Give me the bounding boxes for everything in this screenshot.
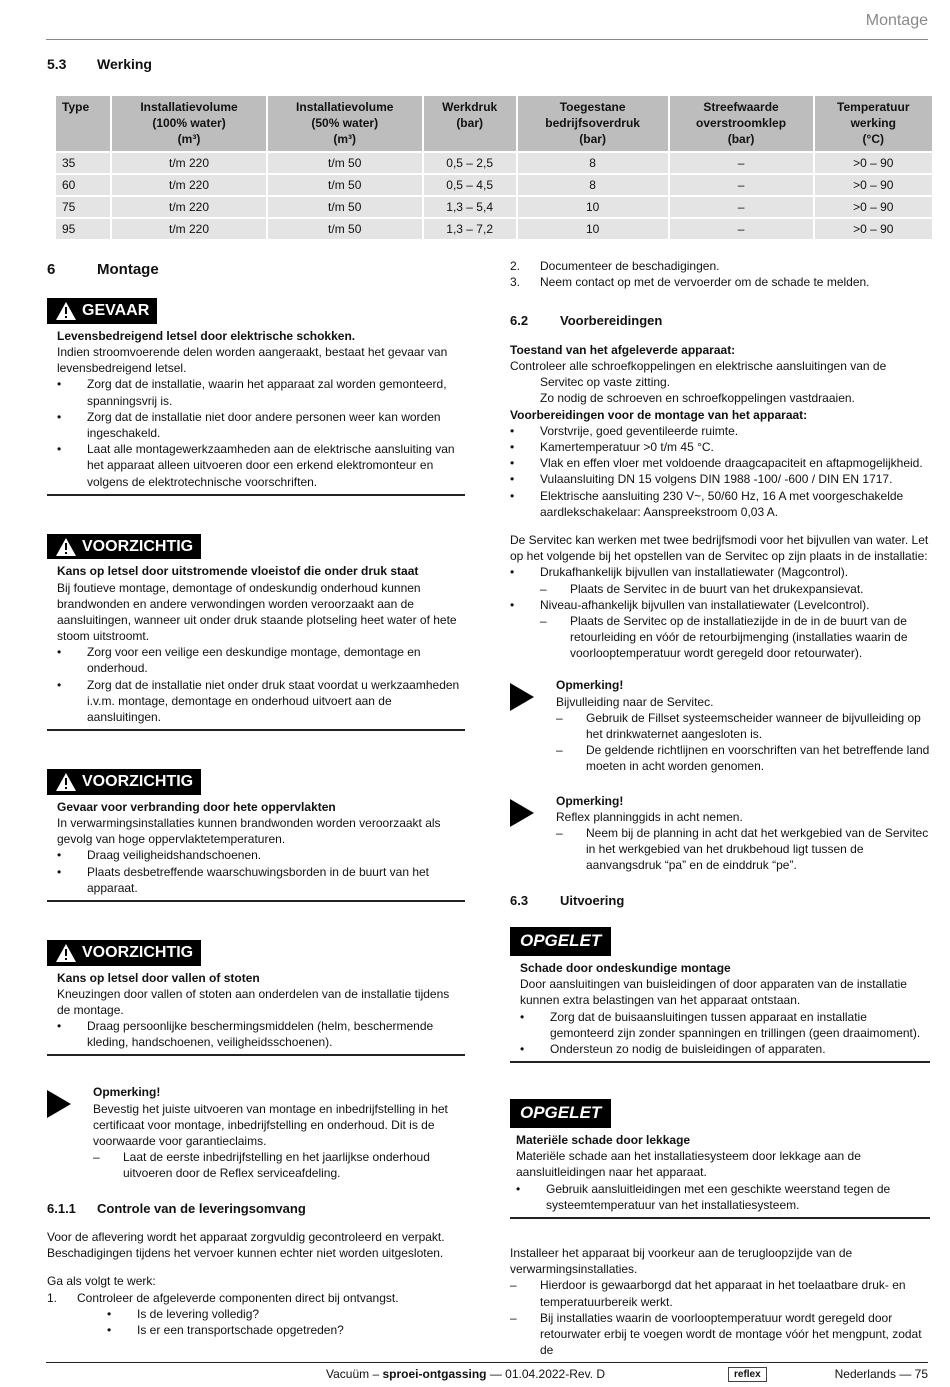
- play-arrow-icon: [510, 793, 556, 874]
- note-text: Bevestig het juiste uitvoeren van montage en inbedrijfstelling in het certificaat voor montage, inbedrijfstelling en onderhoud. Dit is de voorwaarde voor garantieclaims.: [93, 1101, 448, 1148]
- paragraph: Installeer het apparaat bij voorkeur aan de terugloopzijde van de verwarmingsinstallaties.: [510, 1246, 853, 1277]
- voorzichtig-badge: VOORZICHTIG: [47, 534, 201, 560]
- table-body: [56, 153, 932, 240]
- list-item: • Is de levering volledig?: [107, 1306, 465, 1322]
- table-cell: >0 – 90: [815, 153, 932, 173]
- table-cell: 10: [518, 197, 668, 217]
- table-cell: 8: [518, 175, 668, 195]
- table-header-cell: Installatievolume (50% water) (m³): [268, 96, 422, 151]
- footer-page-number: Nederlands — 75: [834, 1367, 928, 1381]
- page-header: Montage: [865, 12, 928, 29]
- list-item: – Bij installaties waarin de voorlooptemperatuur wordt geregeld door retourwater erbij te voegen wordt de montage vóór het mengpunt, zodat de: [510, 1310, 930, 1359]
- opgelet-badge: OPGELET: [510, 927, 611, 956]
- list-item: • Zorg dat de buisaansluitingen tussen apparaat en installatie gemonteerd zijn zonder spanningen en trillingen (geen draaimoment).: [520, 1009, 930, 1041]
- steps-list: [47, 1290, 465, 1339]
- warning-title: Gevaar voor verbranding door hete oppervlakten: [57, 799, 336, 814]
- specs-table: [54, 94, 934, 241]
- header-rule: [46, 39, 928, 40]
- table-cell: –: [670, 219, 813, 239]
- paragraph: Ga als volgt te werk:: [47, 1274, 156, 1289]
- opgelet-badge: OPGELET: [510, 1099, 611, 1128]
- warning-opgelet-montage: [510, 927, 930, 1063]
- table-header-cell: Type: [56, 96, 110, 151]
- table-cell: 60: [56, 175, 110, 195]
- table-header-cell: Temperatuur werking (°C): [815, 96, 932, 151]
- note-title: Opmerking!: [556, 793, 624, 808]
- table-cell: 0,5 – 2,5: [424, 153, 516, 173]
- note-planninggids: [510, 793, 930, 874]
- table-cell: 35: [56, 153, 110, 173]
- table-cell: t/m 50: [268, 153, 422, 173]
- play-arrow-icon: [510, 677, 556, 774]
- list-item: • Kamertemperatuur >0 t/m 45 °C.: [510, 439, 930, 455]
- table-cell: 1,3 – 5,4: [424, 197, 516, 217]
- steps-list-continued: [510, 258, 930, 290]
- list-item: • Vulaansluiting DN 15 volgens DIN 1988 -100/ -600 / DIN EN 1717.: [510, 471, 930, 487]
- list-item: – Plaats de Servitec op de installatiezijde in de in de buurt van de retourleiding en vóór de retourbijmenging (installaties waarin de voorlooptemperatuur wordt geregeld door retourwater).: [540, 613, 930, 662]
- warning-text: Door aansluitingen van buisleidingen of door apparaten van de installatie kunnen extra belastingen van het apparaat ontstaan.: [520, 977, 907, 1008]
- play-arrow-icon: [47, 1084, 93, 1181]
- list-item: – Gebruik de Fillset systeemscheider wanneer de bijvulleiding op het drinkwaternet aangesloten is.: [556, 710, 930, 742]
- final-dashes: [510, 1277, 930, 1358]
- table-cell: t/m 50: [268, 197, 422, 217]
- paragraph: Zo nodig de schroeven en schroefkoppelingen vastdraaien.: [540, 391, 855, 406]
- table-row: [56, 197, 932, 217]
- table-header-row: [56, 96, 932, 151]
- list-item: • Ondersteun zo nodig de buisleidingen of apparaten.: [520, 1041, 930, 1057]
- reflex-logo: reflex: [728, 1367, 767, 1382]
- note-title: Opmerking!: [93, 1085, 161, 1100]
- step-bullets: [77, 1306, 465, 1338]
- warning-voorzichtig-druk: [47, 534, 465, 731]
- list-item: • Draag persoonlijke beschermingsmiddelen (helm, beschermende kleding, handschoenen, veiligheidsschoenen).: [57, 1018, 465, 1050]
- footer-doc-title: Vacuüm – sproei-ontgassing — 01.04.2022-Rev. D: [326, 1367, 606, 1381]
- warning-bullets: [57, 644, 465, 725]
- table-row: [56, 153, 932, 173]
- warning-triangle-icon: [55, 301, 77, 321]
- table-cell: –: [670, 153, 813, 173]
- list-item: • Zorg dat de installatie niet onder druk staat voordat u werkzaamheden i.v.m. montage, demontage en onderhoud uitvoert aan de aansluitingen.: [57, 677, 465, 726]
- note-text: Bijvulleiding naar de Servitec.: [556, 694, 714, 709]
- note-dashes: [556, 710, 930, 775]
- note-dashes: [93, 1149, 465, 1181]
- list-item: • Laat alle montagewerkzaamheden aan de elektrische aansluiting van het apparaat alleen uitvoeren door een erkend elektromonteur en volgens de elektrotechnische voorschriften.: [57, 441, 465, 490]
- list-item: – Neem bij de planning in acht dat het werkgebied van de Servitec in het werkgebied van het drukbehoud ligt tussen de aanvangsdruk “pa” en de einddruk “pe”.: [556, 825, 930, 874]
- list-item: – Laat de eerste inbedrijfstelling en het jaarlijkse onderhoud uitvoeren door de Reflex serviceafdeling.: [93, 1149, 465, 1181]
- note-text: Reflex planninggids in acht nemen.: [556, 809, 743, 824]
- table-cell: t/m 220: [112, 197, 266, 217]
- warning-title: Levensbedreigend letsel door elektrische schokken.: [57, 328, 356, 343]
- warning-bullets: [57, 847, 465, 896]
- warning-text: In verwarmingsinstallaties kunnen brandwonden worden veroorzaakt als gevolg van hoge oppervlaktetemperaturen.: [57, 815, 441, 847]
- table-row: [56, 175, 932, 195]
- table-cell: 8: [518, 153, 668, 173]
- table-header-cell: Toegestane bedrijfsoverdruk (bar): [518, 96, 668, 151]
- list-item: • Zorg dat de installatie niet door andere personen weer kan worden ingeschakeld.: [57, 409, 465, 441]
- warning-voorzichtig-vallen: [47, 940, 465, 1057]
- note-certificaat: [47, 1084, 465, 1181]
- section-6-3-heading: 6.3 Uitvoering: [510, 892, 625, 908]
- warning-triangle-icon: [55, 772, 77, 792]
- left-column: [47, 260, 465, 1338]
- table-cell: 1,3 – 7,2: [424, 219, 516, 239]
- table-cell: t/m 220: [112, 175, 266, 195]
- list-item: • Plaats desbetreffende waarschuwingsborden in de buurt van het apparaat.: [57, 864, 465, 896]
- warning-triangle-icon: [55, 943, 77, 963]
- warning-title: Materiële schade door lekkage: [516, 1133, 691, 1148]
- paragraph: Voor de aflevering wordt het apparaat zorgvuldig gecontroleerd en verpakt. Beschadigingen tijdens het vervoer kunnen echter niet worden uitgesloten.: [47, 1230, 445, 1261]
- warning-title: Schade door ondeskundige montage: [520, 961, 731, 976]
- list-item: • Vlak en effen vloer met voldoende draagcapaciteit en aftapmogelijkheid.: [510, 455, 930, 471]
- prep-bullets: [510, 423, 930, 520]
- warning-gevaar: [47, 298, 465, 495]
- section-6-1-1-heading: 6.1.1 Controle van de leveringsomvang: [47, 1200, 306, 1216]
- note-bijvulleiding: [510, 677, 930, 774]
- note-title: Opmerking!: [556, 678, 624, 693]
- table-header-cell: Streefwaarde overstroomklep (bar): [670, 96, 813, 151]
- list-item: • Niveau-afhankelijk bijvullen van installatiewater (Levelcontrol). – Plaats de Servitec op de installatiezijde in de in de buurt van de retourleiding en vóór de retourbijmenging (installaties waarin de voorlooptemperatuur wordt geregeld door retourwater).: [510, 597, 930, 662]
- table-cell: 10: [518, 219, 668, 239]
- table-cell: >0 – 90: [815, 219, 932, 239]
- list-item: • Is er een transportschade opgetreden?: [107, 1322, 465, 1338]
- step-item: 2. Documenteer de beschadigingen.: [510, 259, 720, 273]
- warning-triangle-icon: [55, 537, 77, 557]
- footer-rule: [46, 1362, 928, 1363]
- table-cell: –: [670, 197, 813, 217]
- warning-bullets: [520, 1009, 930, 1058]
- section-5-3-heading: 5.3 Werking: [47, 56, 152, 72]
- list-item: • Drukafhankelijk bijvullen van installatiewater (Magcontrol). – Plaats de Servitec in de buurt van het drukexpansievat.: [510, 564, 930, 596]
- mode-bullets: [510, 564, 930, 661]
- voorzichtig-badge: VOORZICHTIG: [47, 769, 201, 795]
- gevaar-badge: GEVAAR: [47, 298, 157, 324]
- table-row: [56, 219, 932, 239]
- voorzichtig-badge: VOORZICHTIG: [47, 940, 201, 966]
- warning-title: Kans op letsel door uitstromende vloeistof die onder druk staat: [57, 564, 419, 579]
- table-cell: >0 – 90: [815, 197, 932, 217]
- warning-bullets: [516, 1181, 930, 1213]
- table-cell: 75: [56, 197, 110, 217]
- step-item: 1. Controleer de afgeleverde componenten direct bij ontvangst. • Is de levering volledig? • Is er een transportschade opgetreden?: [47, 1290, 465, 1339]
- warning-text: Kneuzingen door vallen of stoten aan onderdelen van de installatie tijdens de montage.: [57, 986, 450, 1017]
- paragraph: De Servitec kan werken met twee bedrijfsmodi voor het bijvullen van water. Let op het volgende bij het opstellen van de Servitec op zijn plaats in de installatie:: [510, 532, 929, 564]
- subheading: Toestand van het afgeleverde apparaat:: [510, 342, 736, 357]
- warning-text: Materiële schade aan het installatiesysteem door lekkage aan de aansluitleidingen naar het apparaat.: [516, 1149, 861, 1180]
- warning-text: Bij foutieve montage, demontage of ondeskundig onderhoud kunnen brandwonden en andere verwondingen worden veroorzaakt aan de aansluitingen, wanneer uit onder druk staande plotseling heet water of hete stoom uitstroomt.: [57, 580, 457, 644]
- table-cell: t/m 220: [112, 219, 266, 239]
- warning-title: Kans op letsel door vallen of stoten: [57, 970, 260, 985]
- subheading: Voorbereidingen voor de montage van het apparaat:: [510, 407, 808, 422]
- table-header-cell: Installatievolume (100% water) (m³): [112, 96, 266, 151]
- list-item: – Hierdoor is gewaarborgd dat het apparaat in het toelaatbare druk- en temperatuurbereik werkt.: [510, 1277, 930, 1309]
- table-cell: >0 – 90: [815, 175, 932, 195]
- table-cell: –: [670, 175, 813, 195]
- step-item: 3. Neem contact op met de vervoerder om de schade te melden.: [510, 275, 870, 290]
- section-6-heading: 6 Montage: [47, 261, 159, 278]
- list-item: • Elektrische aansluiting 230 V~, 50/60 Hz, 16 A met voorgeschakelde aardlekschakelaar: Aanspreekstroom 0,03 A.: [510, 488, 930, 520]
- table-cell: t/m 50: [268, 175, 422, 195]
- list-item: • Zorg voor een veilige een deskundige montage, demontage en onderhoud.: [57, 644, 465, 676]
- list-item: – Plaats de Servitec in de buurt van het drukexpansievat.: [540, 581, 930, 597]
- warning-bullets: [57, 1018, 465, 1050]
- warning-opgelet-lekkage: [510, 1099, 930, 1219]
- section-6-2-heading: 6.2 Voorbereidingen: [510, 313, 663, 329]
- list-item: • Vorstvrije, goed geventileerde ruimte.: [510, 423, 930, 439]
- paragraph: Controleer alle schroefkoppelingen en elektrische aansluitingen van de Servitec op vaste zitting.: [510, 359, 887, 390]
- table-cell: t/m 220: [112, 153, 266, 173]
- warning-bullets: [57, 376, 465, 489]
- warning-text: Indien stroomvoerende delen worden aangeraakt, bestaat het gevaar van levensbedreigend letsel.: [57, 345, 448, 376]
- list-item: • Zorg dat de installatie, waarin het apparaat zal worden gemonteerd, spanningsvrij is.: [57, 376, 465, 408]
- warning-voorzichtig-hete: [47, 769, 465, 902]
- right-column: [510, 258, 930, 1358]
- table-cell: 95: [56, 219, 110, 239]
- list-item: • Gebruik aansluitleidingen met een geschikte weerstand tegen de systeemtemperatuur van het installatiesysteem.: [516, 1181, 930, 1213]
- list-item: • Draag veiligheidshandschoenen.: [57, 847, 465, 863]
- table-cell: t/m 50: [268, 219, 422, 239]
- note-dashes: [556, 825, 930, 874]
- list-item: – De geldende richtlijnen en voorschriften van het betreffende land moeten in acht worden genomen.: [556, 742, 930, 774]
- table-cell: 0,5 – 4,5: [424, 175, 516, 195]
- table-header-cell: Werkdruk (bar): [424, 96, 516, 151]
